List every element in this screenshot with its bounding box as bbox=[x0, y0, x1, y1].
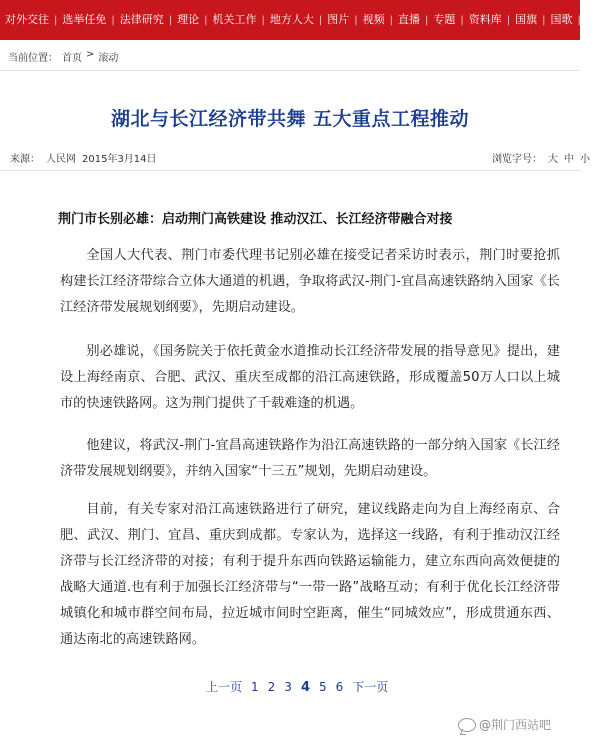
fontsize-medium-button[interactable]: 中 bbox=[564, 154, 574, 165]
pager-prev-link[interactable]: 上一页 bbox=[206, 680, 243, 694]
nav-separator: | bbox=[168, 14, 173, 26]
nav-item[interactable]: 直播 bbox=[398, 13, 420, 26]
nav-separator: | bbox=[389, 14, 393, 26]
nav-separator: | bbox=[261, 14, 265, 26]
article-paragraph-3: 他建议，将武汉-荆门-宜昌高速铁路作为沿江高速铁路的一部分纳入国家《长江经济带发展规划纲要》，并纳入国家“十三五”规划，先期启动建设。 bbox=[60, 438, 560, 479]
pagination bbox=[206, 678, 388, 695]
nav-separator: | bbox=[460, 14, 464, 26]
breadcrumb-home-link[interactable]: 首页 bbox=[62, 53, 82, 64]
nav-separator: | bbox=[318, 14, 323, 26]
nav-separator: | bbox=[542, 14, 546, 26]
nav-item[interactable]: 地方人大 bbox=[269, 13, 314, 26]
breadcrumb-arrow: > bbox=[86, 49, 95, 60]
breadcrumb bbox=[8, 49, 118, 64]
nav-item[interactable]: 专题 bbox=[433, 13, 456, 26]
nav-separator: | bbox=[425, 14, 429, 26]
nav-item[interactable]: 国旗 bbox=[515, 13, 538, 26]
nav-item[interactable]: 图片 bbox=[327, 13, 350, 26]
nav-separator: | bbox=[54, 14, 58, 26]
pager-next-link[interactable]: 下一页 bbox=[352, 680, 389, 694]
nav-item[interactable]: 机关工作 bbox=[212, 13, 257, 26]
nav-separator: | bbox=[506, 14, 511, 26]
breadcrumb-current-link[interactable]: 滚动 bbox=[98, 53, 119, 64]
pager-page-1[interactable]: 1 bbox=[251, 680, 259, 694]
nav-separator: | bbox=[577, 14, 581, 26]
article-paragraph-2: 别必雄说，《国务院关于依托黄金水道推动长江经济带发展的指导意见》提出，建设上海经南京、合肥、武汉、重庆至成都的沿江高速铁路，形成覆盖50万人口以上城市的快速铁路网。这为荆门提供了千载难逢的机遇。 bbox=[60, 344, 560, 411]
nav-item[interactable]: 国徽 bbox=[585, 13, 608, 26]
nav-item[interactable]: 法律研究 bbox=[119, 13, 164, 26]
nav-item[interactable]: 视频 bbox=[362, 13, 385, 26]
tieba-logo-icon bbox=[458, 718, 476, 732]
nav-separator: | bbox=[354, 14, 358, 26]
fontsize-large-button[interactable]: 大 bbox=[548, 154, 558, 165]
article-title: 湖北与长江经济带共舞 五大重点工程推动 bbox=[110, 108, 470, 130]
pager-page-6[interactable]: 6 bbox=[335, 680, 344, 694]
nav-item[interactable]: 国歌 bbox=[550, 13, 573, 26]
source-name: 人民网 bbox=[46, 154, 76, 165]
pager-page-2[interactable]: 2 bbox=[267, 680, 276, 694]
article-subhead: 荆门市长别必雄：启动荆门高铁建设 推动汉江、长江经济带融合对接 bbox=[58, 212, 453, 227]
nav-item[interactable]: 选举任免 bbox=[62, 13, 107, 26]
pager-page-5[interactable]: 5 bbox=[318, 680, 327, 694]
watermark bbox=[458, 716, 551, 733]
nav-item[interactable]: 理论 bbox=[177, 13, 200, 26]
article-paragraph-1: 全国人大代表、荆门市委代理书记别必雄在接受记者采访时表示，荆门时要抢抓构建长江经济带综合立体大通道的机遇，争取将武汉-荆门-宜昌高速铁路纳入国家《长江经济带发展规划纲要》，先期启动建设。 bbox=[60, 248, 560, 315]
nav-separator: | bbox=[111, 14, 115, 26]
header-divider bbox=[0, 70, 580, 71]
nav-item[interactable]: 对外交往 bbox=[5, 13, 49, 26]
top-nav bbox=[0, 0, 608, 40]
nav-separator: | bbox=[204, 14, 208, 26]
publish-date: 2015年3月14日 bbox=[82, 154, 157, 165]
pager-page-4[interactable]: 4 bbox=[300, 680, 310, 695]
fontsize-label: 浏览字号： bbox=[492, 154, 542, 165]
watermark-text: @荆门西站吧 bbox=[479, 718, 552, 732]
source-label: 来源： bbox=[10, 154, 40, 165]
breadcrumb-label: 当前位置： bbox=[8, 53, 58, 64]
pager-page-3[interactable]: 3 bbox=[284, 680, 292, 694]
fontsize-small-button[interactable]: 小 bbox=[580, 154, 590, 165]
article-paragraph-4: 目前，有关专家对沿江高速铁路进行了研究，建议线路走向为自上海经南京、合肥、武汉、荆门、宜昌、重庆到成都。专家认为，选择这一线路，有利于推动汉江经济带与长江经济带的对接；有利于提升东西向铁路运输能力，建立东西向高效便捷的战略大通道.也有利于加强长江经济带与“一带一路”战略互动；有利于优化长江经济带城镇化和城市群空间布局，拉近城市间时空距离，催生“同城效应”，形成贯通东西、通达南北的高速铁路网。 bbox=[60, 502, 560, 647]
meta-divider bbox=[0, 170, 580, 171]
nav-item[interactable]: 资料库 bbox=[468, 13, 502, 26]
